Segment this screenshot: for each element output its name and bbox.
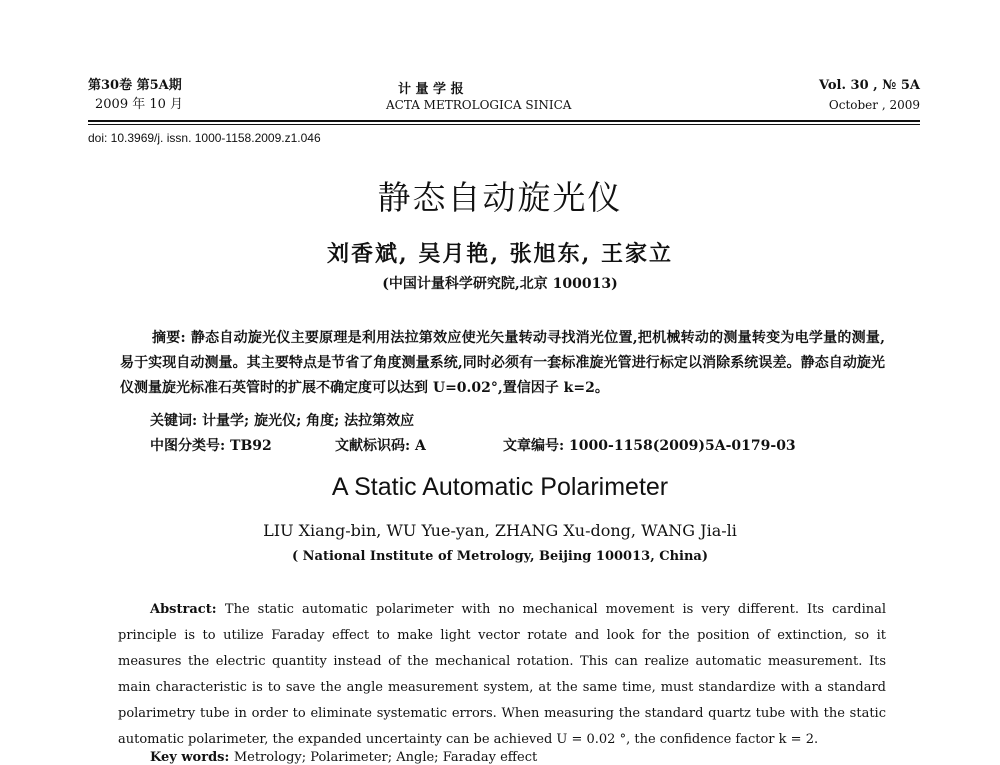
keywords-en-label: Key words: xyxy=(150,750,230,765)
article-number-value: 1000-1158(2009)5A-0179-03 xyxy=(569,438,796,454)
page-title-cn: 静态自动旋光仪 xyxy=(377,178,623,217)
authors-cn: 刘香斌, 吴月艳, 张旭东, 王家立 xyxy=(327,241,673,267)
journal-name-cn: 计 量 学 报 xyxy=(398,82,464,97)
abstract-en-label: Abstract: xyxy=(150,602,217,617)
journal-name-en: ACTA METROLOGICA SINICA xyxy=(386,98,572,112)
header-rule-thick xyxy=(88,120,920,122)
date-en: October , 2009 xyxy=(828,98,920,112)
doc-code-label: 文献标识码: xyxy=(335,438,411,454)
authors-en: LIU Xiang-bin, WU Yue-yan, ZHANG Xu-dong, WANG Jia-li xyxy=(263,521,737,540)
clc-value: TB92 xyxy=(230,438,272,454)
abstract-en xyxy=(118,597,886,753)
affiliation-cn: (中国计量科学研究院,北京 100013) xyxy=(382,276,618,292)
volume-issue-cn: 第30卷 第5A期 xyxy=(88,78,182,93)
keywords-cn-text: 计量学; 旋光仪; 角度; 法拉第效应 xyxy=(202,413,415,429)
date-cn: 2009 年 10 月 xyxy=(95,97,184,112)
abstract-cn-text: 静态自动旋光仪主要原理是利用法拉第效应使光矢量转动寻找消光位置,把机械转动的测量转变为电学量的测量,易于实现自动测量。其主要特点是节省了角度测量系统,同时必须有一套标准旋光管进行标定以消除系统误差。静态自动旋光仪测量旋光标准石英管时的扩展不确定度可以达到 U=0.02°,置信因子 k=2。 xyxy=(120,330,886,396)
article-number xyxy=(503,435,796,455)
affiliation-en: ( National Institute of Metrology, Beijing 100013, China) xyxy=(291,549,709,564)
clc-number xyxy=(150,435,272,455)
doc-code-value: A xyxy=(415,438,426,454)
keywords-cn xyxy=(150,410,414,430)
abstract-en-text: The static automatic polarimeter with no mechanical movement is very different. Its cardinal principle is to utilize Faraday effect to make light vector rotate and look for the position of extinction, so it measures the electric quantity instead of the mechanical rotation. This can realize automatic measurement. Its main characteristic is to save the angle measurement system, at the same time, must standardize with a standard polarimetry tube in order to eliminate systematic errors. When measuring the standard quartz tube with the static automatic polarimeter, the expanded uncertainty can be achieved U = 0.02 °, the confidence factor k = 2. xyxy=(118,602,887,747)
clc-label: 中图分类号: xyxy=(150,438,226,454)
keywords-cn-label: 关键词: xyxy=(150,413,198,429)
page-title-en: A Static Automatic Polarimeter xyxy=(331,473,669,501)
keywords-en-text: Metrology; Polarimeter; Angle; Faraday effect xyxy=(233,750,538,765)
doi-link[interactable]: doi: 10.3969/j. issn. 1000-1158.2009.z1.046 xyxy=(88,131,321,145)
abstract-cn xyxy=(120,326,885,401)
document-code xyxy=(335,435,426,455)
header-rule-thin xyxy=(88,124,920,125)
article-number-label: 文章编号: xyxy=(503,438,565,454)
abstract-cn-label: 摘要: xyxy=(152,330,186,346)
volume-issue-en: Vol. 30 , № 5A xyxy=(818,78,920,93)
keywords-en xyxy=(150,750,537,765)
